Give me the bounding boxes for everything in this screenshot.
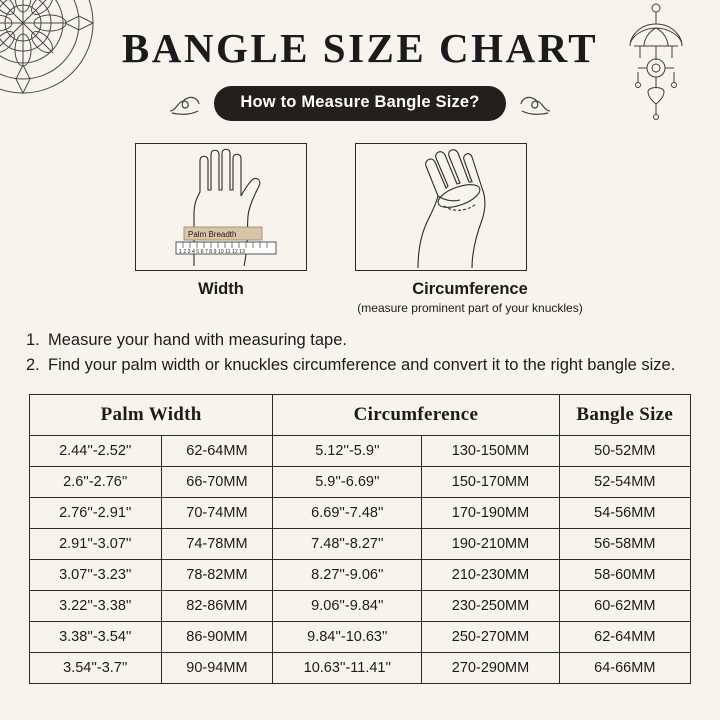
cell-circ-mm: 130-150MM [422,435,559,466]
hand-palm-width-box [135,143,307,271]
header-circumference: Circumference [273,394,559,435]
table-header-row [30,394,691,435]
cell-circ-inch: 9.84''-10.63'' [273,621,422,652]
header-bangle-size: Bangle Size [559,394,690,435]
cell-palm-mm: 74-78MM [161,528,273,559]
illustration-circumference-note: (measure prominent part of your knuckles) [357,301,583,315]
cell-palm-inch: 3.38''-3.54'' [30,621,162,652]
table-row [30,435,691,466]
cell-palm-mm: 78-82MM [161,559,273,590]
instruction-step-1 [26,329,694,352]
cell-circ-inch: 5.12''-5.9'' [273,435,422,466]
table-row [30,590,691,621]
cell-palm-inch: 2.76''-2.91'' [30,497,162,528]
cell-circ-inch: 7.48''-8.27'' [273,528,422,559]
cell-bangle-size: 62-64MM [559,621,690,652]
cell-circ-mm: 210-230MM [422,559,559,590]
subtitle-pill: How to Measure Bangle Size? [214,86,505,121]
cell-palm-mm: 62-64MM [161,435,273,466]
table-row [30,497,691,528]
cell-circ-inch: 10.63''-11.41'' [273,652,422,683]
table-row [30,466,691,497]
size-table [29,394,691,684]
cell-palm-mm: 90-94MM [161,652,273,683]
cell-circ-inch: 6.69''-7.48'' [273,497,422,528]
illustrations-row [0,143,720,315]
illustration-circumference [355,143,585,315]
cell-bangle-size: 58-60MM [559,559,690,590]
table-row [30,559,691,590]
hand-knuckle-circumference-icon [356,144,527,271]
table-row [30,528,691,559]
cell-circ-mm: 150-170MM [422,466,559,497]
step-1-number: 1. [26,331,40,349]
step-2-number: 2. [26,356,40,375]
cell-circ-mm: 270-290MM [422,652,559,683]
step-2-text: Find your palm width or knuckles circumference and convert it to the right bangle size. [48,356,676,375]
cell-palm-inch: 3.22''-3.38'' [30,590,162,621]
cell-circ-mm: 190-210MM [422,528,559,559]
cell-bangle-size: 52-54MM [559,466,690,497]
table-row [30,621,691,652]
cell-palm-mm: 86-90MM [161,621,273,652]
flourish-right-icon [518,91,552,117]
cell-palm-mm: 70-74MM [161,497,273,528]
table-row [30,652,691,683]
page-title: BANGLE SIZE CHART [121,25,599,71]
cell-bangle-size: 60-62MM [559,590,690,621]
ruler-tick-labels: 1 2 3 4 5 6 7 8 9 10 11 12 13 [179,249,245,255]
illustration-circumference-caption: Circumference [412,280,528,298]
cell-bangle-size: 54-56MM [559,497,690,528]
cell-circ-inch: 9.06''-9.84'' [273,590,422,621]
cell-bangle-size: 50-52MM [559,435,690,466]
header-palm-width: Palm Width [30,394,273,435]
cell-circ-mm: 170-190MM [422,497,559,528]
cell-palm-inch: 3.07''-3.23'' [30,559,162,590]
size-table-head [30,394,691,435]
illustration-width [135,143,307,315]
size-table-body [30,435,691,683]
cell-palm-inch: 2.44''-2.52'' [30,435,162,466]
cell-circ-mm: 250-270MM [422,621,559,652]
illustration-width-caption: Width [198,280,244,298]
hand-palm-width-icon [136,144,307,271]
hand-circumference-box [355,143,527,271]
flourish-left-icon [168,91,202,117]
cell-palm-mm: 66-70MM [161,466,273,497]
instruction-step-2 [26,354,694,377]
svg-text:Palm Breadth: Palm Breadth [188,230,237,239]
instructions-list [0,329,720,378]
cell-circ-inch: 5.9''-6.69'' [273,466,422,497]
cell-palm-inch: 2.6''-2.76'' [30,466,162,497]
subtitle-row [0,86,720,121]
step-1-text: Measure your hand with measuring tape. [48,331,347,349]
cell-palm-mm: 82-86MM [161,590,273,621]
cell-circ-mm: 230-250MM [422,590,559,621]
cell-circ-inch: 8.27''-9.06'' [273,559,422,590]
cell-bangle-size: 56-58MM [559,528,690,559]
cell-palm-inch: 3.54''-3.7'' [30,652,162,683]
cell-bangle-size: 64-66MM [559,652,690,683]
cell-palm-inch: 2.91''-3.07'' [30,528,162,559]
